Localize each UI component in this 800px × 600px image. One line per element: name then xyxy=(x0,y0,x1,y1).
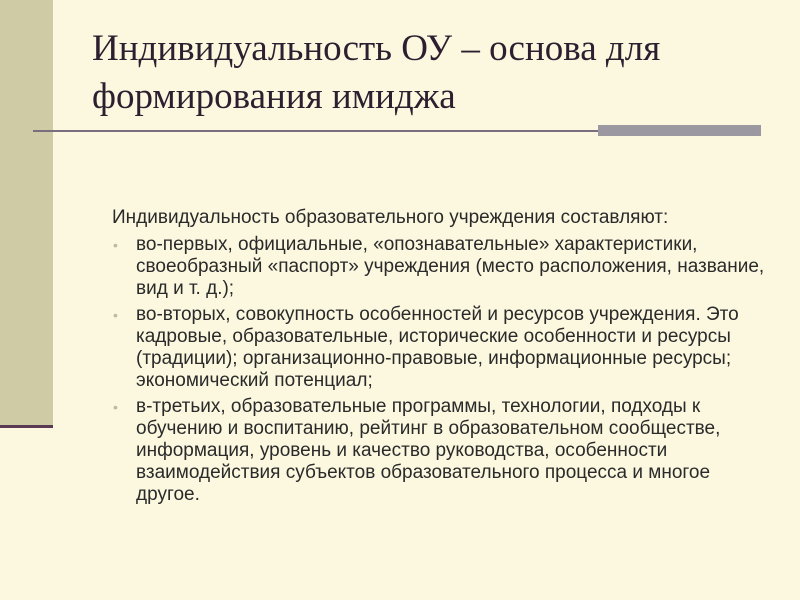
bullet-text: во-вторых, совокупность особенностей и ресурсов учреждения. Это кадровые, образовательные, исторические особенности и ресурсы (традиции); организационно-правовые, информационные ресурсы; экономический потенциал; xyxy=(136,304,739,391)
bullet-item-3 xyxy=(112,396,772,506)
bullet-text: во-первых, официальные, «опознавательные» характеристики, своеобразный «паспорт» учреждения (место расположения, название, вид и т. д.); xyxy=(136,234,765,299)
left-decorative-band xyxy=(0,0,53,427)
bullet-list xyxy=(112,234,772,506)
slide-body xyxy=(112,207,772,510)
bullet-icon: • xyxy=(113,307,118,323)
title-divider-line xyxy=(33,130,598,132)
slide-title: Индивидуальность ОУ – основа для формирования имиджа xyxy=(92,28,661,117)
bullet-icon: • xyxy=(113,399,118,415)
bullet-item-1 xyxy=(112,234,772,300)
bullet-icon: • xyxy=(113,237,118,253)
bullet-item-2 xyxy=(112,304,772,392)
bullet-text: в-третьих, образовательные программы, технологии, подходы к обучению и воспитанию, рейтинг в образовательном сообществе, информация, уровень и качество руководства, особенности взаимодействия субъектов образовательного процесса и многое другое. xyxy=(136,396,721,505)
title-divider-accent-bar xyxy=(598,125,761,136)
body-intro-text: Индивидуальность образовательного учреждения составляют: xyxy=(112,207,669,228)
left-band-accent-line xyxy=(0,425,53,428)
